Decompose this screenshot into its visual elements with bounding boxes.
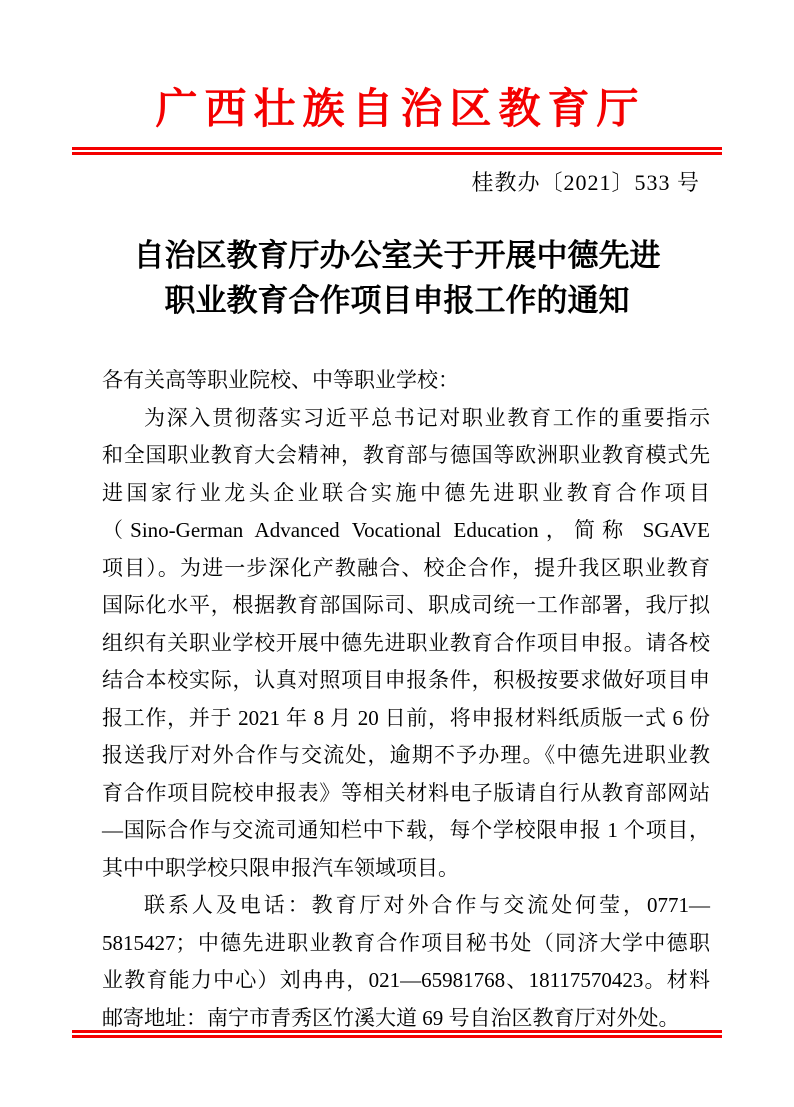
doc-number: 桂教办〔2021〕533 号 [471,170,700,195]
body-line: 邮寄地址：南宁市青秀区竹溪大道 69 号自治区教育厅对外处。 [102,1005,680,1030]
document-title-line1: 自治区教育厅办公室关于开展中德先进 [133,238,661,273]
body-line: 和全国职业教育大会精神，教育部与德国等欧洲职业教育模式先 [102,443,710,467]
body-line: 国际化水平，根据教育部国际司、职成司统一工作部署，我厅拟 [102,593,710,617]
body-line: （Sino-German Advanced Vocational Education，简称 SGAVE [102,518,710,542]
body-line: 组织有关职业学校开展中德先进职业教育合作项目申报。请各校 [102,630,710,655]
body-line: 业教育能力中心）刘冉冉，021—65981768、18117570423。材料 [102,968,710,992]
body-line: 项目）。为进一步深化产教融合、校企合作，提升我区职业教育 [102,555,710,580]
body-line: 进国家行业龙头企业联合实施中德先进职业教育合作项目 [102,480,710,505]
body-line: 联系人及电话：教育厅对外合作与交流处何莹，0771— [144,893,710,917]
body-line: 各有关高等职业院校、中等职业学校： [102,368,459,392]
document-title [0,233,794,323]
body-line: 5815427；中德先进职业教育合作项目秘书处（同济大学中德职 [102,930,710,955]
body-line: 育合作项目院校申报表》等相关材料电子版请自行从教育部网站 [102,780,710,805]
letterhead-double-rule [72,147,722,155]
body-line: 结合本校实际，认真对照项目申报条件，积极按要求做好项目申 [102,668,710,692]
document-body [102,362,710,1037]
body-line: 报送我厅对外合作与交流处，逾期不予办理。《中德先进职业教 [102,743,710,767]
body-line: —国际合作与交流司通知栏中下载，每个学校限申报 1 个项目， [102,818,710,842]
letterhead-org-name: 广西壮族自治区教育厅 [155,87,646,133]
document-title-line2: 职业教育合作项目申报工作的通知 [164,283,630,318]
body-line: 报工作，并于 2021 年 8 月 20 日前，将申报材料纸质版一式 6 份 [102,705,710,730]
body-line: 其中中职学校只限申报汽车领域项目。 [102,855,459,880]
footer-double-rule [72,1030,722,1038]
body-line: 为深入贯彻落实习近平总书记对职业教育工作的重要指示 [144,405,710,430]
